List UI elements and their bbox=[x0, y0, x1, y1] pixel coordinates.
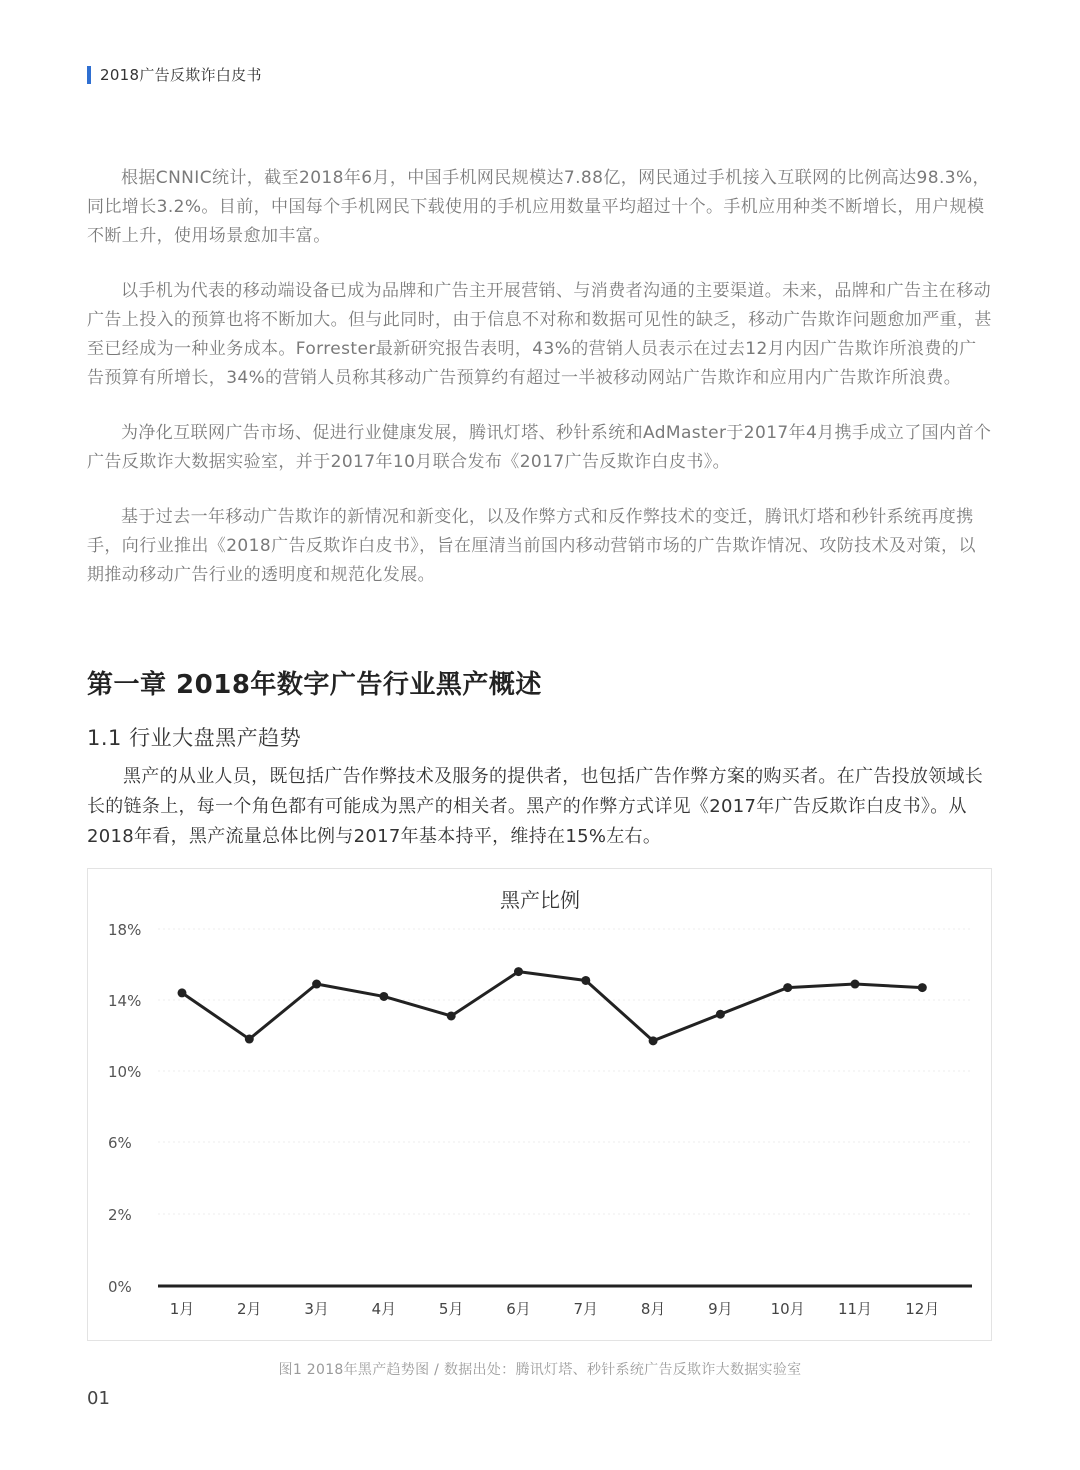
chapter-title: 第一章 2018年数字广告行业黑产概述 bbox=[87, 670, 542, 700]
x-tick-label: 10月 bbox=[770, 1300, 805, 1318]
paragraph: 以手机为代表的移动端设备已成为品牌和广告主开展营销、与消费者沟通的主要渠道。未来，品牌和广告主在移动广告上投入的预算也将不断加大。但与此同时，由于信息不对称和数据可见性的缺乏，移动广告欺诈问题愈加严重，甚至已经成为一种业务成本。Forrester最新研究报告表明，43%的营销人员表示在过去12月内因广告欺诈所浪费的广告预算有所增长，34%的营销人员称其移动广告预算约有超过一半被移动网站广告欺诈和应用内广告欺诈所浪费。 bbox=[87, 281, 992, 388]
x-tick-label: 4月 bbox=[371, 1300, 397, 1318]
data-point bbox=[178, 988, 187, 997]
body-text bbox=[87, 164, 992, 616]
x-tick-label: 3月 bbox=[304, 1300, 329, 1318]
x-tick-label: 6月 bbox=[506, 1300, 531, 1318]
section-paragraph: 黑产的从业人员，既包括广告作弊技术及服务的提供者，也包括广告作弊方案的购买者。在广告投放领域长长的链条上，每一个角色都有可能成为黑产的相关者。黑产的作弊方式详见《2017年广告反欺诈白皮书》。从2018年看，黑产流量总体比例与2017年基本持平，维持在15%左右。 bbox=[87, 766, 984, 847]
x-tick-label: 12月 bbox=[905, 1300, 940, 1318]
series-line bbox=[182, 972, 922, 1041]
figure-caption: 图1 2018年黑产趋势图 / 数据出处：腾讯灯塔、秒针系统广告反欺诈大数据实验室 bbox=[278, 1362, 802, 1378]
page-number: 01 bbox=[87, 1388, 110, 1409]
y-tick-label: 0% bbox=[108, 1278, 132, 1296]
y-tick-label: 10% bbox=[108, 1063, 142, 1081]
x-tick-label: 11月 bbox=[837, 1300, 873, 1318]
y-tick-label: 18% bbox=[108, 921, 142, 939]
data-point bbox=[447, 1011, 456, 1020]
data-point bbox=[245, 1035, 254, 1044]
data-point bbox=[514, 967, 523, 976]
chart-title: 黑产比例 bbox=[500, 888, 580, 912]
page-header bbox=[87, 64, 262, 85]
y-tick-label: 2% bbox=[108, 1206, 132, 1224]
data-point bbox=[312, 980, 321, 989]
paragraph: 基于过去一年移动广告欺诈的新情况和新变化，以及作弊方式和反作弊技术的变迁，腾讯灯塔和秒针系统再度携手，向行业推出《2018广告反欺诈白皮书》，旨在厘清当前国内移动营销市场的广告欺诈情况、攻防技术及对策，以期推动移动广告行业的透明度和规范化发展。 bbox=[87, 507, 976, 585]
chart-svg bbox=[88, 869, 993, 1342]
paragraph: 为净化互联网广告市场、促进行业健康发展，腾讯灯塔、秒针系统和AdMaster于2017年4月携手成立了国内首个广告反欺诈大数据实验室，并于2017年10月联合发布《2017广告反欺诈白皮书》。 bbox=[87, 423, 992, 472]
data-point bbox=[918, 983, 927, 992]
data-point bbox=[649, 1036, 658, 1045]
x-tick-label: 8月 bbox=[640, 1300, 666, 1318]
x-tick-label: 1月 bbox=[169, 1300, 195, 1318]
section-title: 1.1 行业大盘黑产趋势 bbox=[87, 726, 302, 750]
header-accent-bar bbox=[87, 66, 91, 84]
y-tick-label: 14% bbox=[108, 992, 142, 1010]
section-text bbox=[87, 762, 992, 852]
data-point bbox=[379, 992, 388, 1001]
paragraph: 根据CNNIC统计，截至2018年6月，中国手机网民规模达7.88亿，网民通过手机接入互联网的比例高达98.3%，同比增长3.2%。目前，中国每个手机网民下载使用的手机应用数量平均超过十个。手机应用种类不断增长，用户规模不断上升，使用场景愈加丰富。 bbox=[87, 168, 990, 246]
x-tick-label: 9月 bbox=[708, 1300, 733, 1318]
header-title: 2018广告反欺诈白皮书 bbox=[100, 66, 262, 84]
data-point bbox=[783, 983, 792, 992]
y-tick-label: 6% bbox=[108, 1134, 132, 1152]
x-tick-label: 5月 bbox=[438, 1300, 464, 1318]
data-point bbox=[716, 1010, 725, 1019]
x-tick-label: 7月 bbox=[573, 1300, 599, 1318]
data-point bbox=[851, 980, 860, 989]
data-point bbox=[581, 976, 590, 985]
line-chart bbox=[87, 868, 992, 1341]
x-tick-label: 2月 bbox=[237, 1300, 262, 1318]
